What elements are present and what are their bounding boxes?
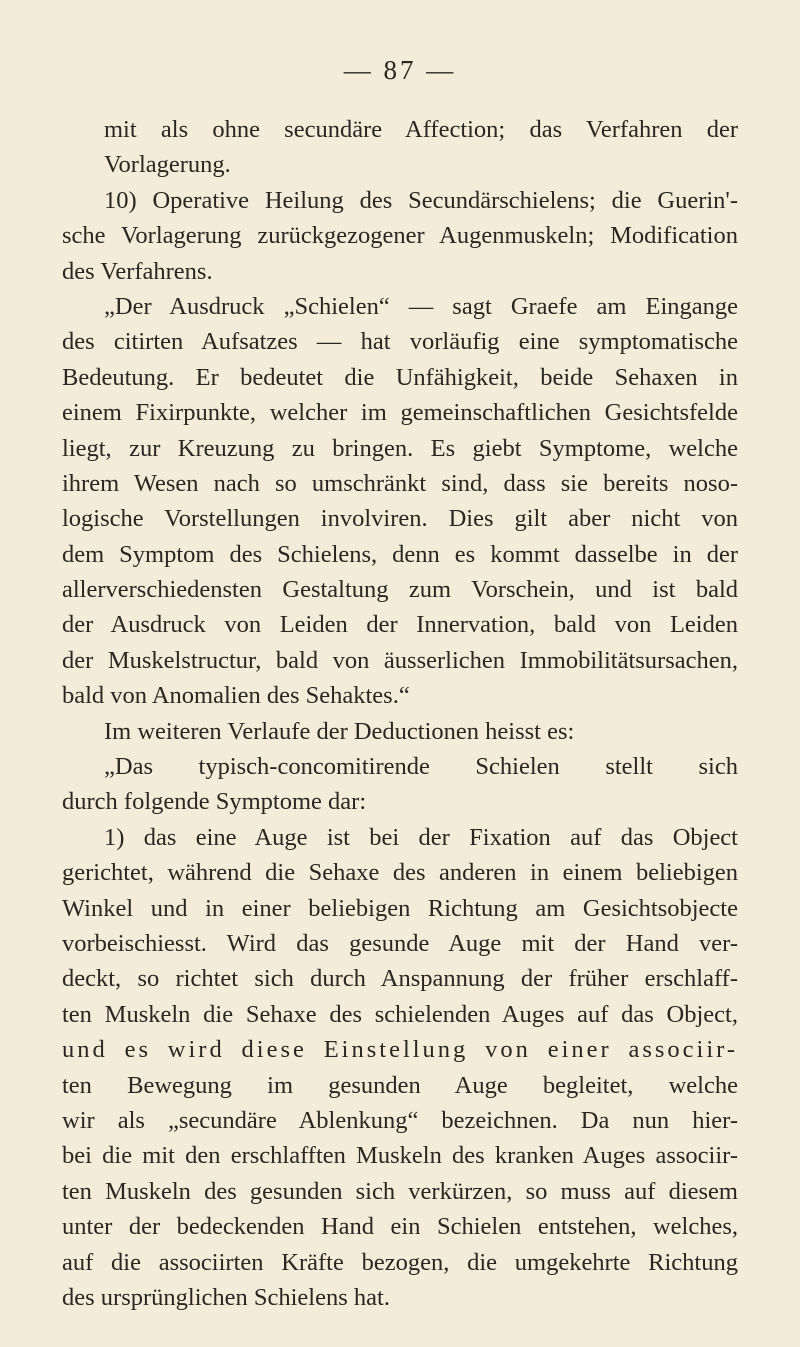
text-line: vorbeischiesst. Wird das gesunde Auge mit der Hand ver- xyxy=(62,929,738,957)
text-line: „Der Ausdruck „Schielen“ — sagt Graefe am Eingange xyxy=(104,292,738,320)
text-line: wir als „secundäre Ablenkung“ bezeichnen. Da nun hier- xyxy=(62,1106,738,1134)
text-line: dem Symptom des Schielens, denn es kommt dasselbe in der xyxy=(62,540,738,568)
text-line: des citirten Aufsatzes — hat vorläufig eine symptomatische xyxy=(62,328,738,356)
text-line: logische Vorstellungen involviren. Dies gilt aber nicht von xyxy=(62,505,738,533)
text-line: 10) Operative Heilung des Secundärschielens; die Guerin'- xyxy=(104,186,738,214)
text-line: und es wird diese Einstellung von einer associir- xyxy=(62,1036,738,1064)
text-line: gerichtet, während die Sehaxe des anderen in einem beliebigen xyxy=(62,859,738,887)
text-line: ihrem Wesen nach so umschränkt sind, dass sie bereits noso- xyxy=(62,469,738,497)
text-line: einem Fixirpunkte, welcher im gemeinschaftlichen Gesichtsfelde xyxy=(62,399,738,427)
text-line: Vorlagerung. xyxy=(104,151,231,179)
text-line: 1) das eine Auge ist bei der Fixation auf das Object xyxy=(104,823,738,851)
text-line: sche Vorlagerung zurückgezogener Augenmuskeln; Modification xyxy=(62,222,738,250)
text-line: der Ausdruck von Leiden der Innervation, bald von Leiden xyxy=(62,611,738,639)
text-line: Winkel und in einer beliebigen Richtung am Gesichtsobjecte xyxy=(62,894,738,922)
text-line: bei die mit den erschlafften Muskeln des kranken Auges associir- xyxy=(62,1142,738,1170)
text-line: ten Bewegung im gesunden Auge begleitet, welche xyxy=(62,1071,738,1099)
text-line: Im weiteren Verlaufe der Deductionen heisst es: xyxy=(104,717,575,745)
text-line: „Das typisch-concomitirende Schielen stellt sich xyxy=(104,753,738,781)
text-line: allerverschiedensten Gestaltung zum Vorschein, und ist bald xyxy=(62,576,738,604)
text-line: liegt, zur Kreuzung zu bringen. Es giebt Symptome, welche xyxy=(62,434,738,462)
text-line: deckt, so richtet sich durch Anspannung der früher erschlaff- xyxy=(62,965,738,993)
text-line: bald von Anomalien des Sehaktes.“ xyxy=(62,682,410,710)
text-line: mit als ohne secundäre Affection; das Verfahren der xyxy=(104,116,738,143)
text-line: ten Muskeln die Sehaxe des schielenden Auges auf das Object, xyxy=(62,1000,738,1028)
text-line: des ursprünglichen Schielens hat. xyxy=(62,1283,390,1311)
text-line: der Muskelstructur, bald von äusserlichen Immobilitätsursachen, xyxy=(62,646,738,674)
text-line: auf die associirten Kräfte bezogen, die umgekehrte Richtung xyxy=(62,1248,738,1276)
text-line: durch folgende Symptome dar: xyxy=(62,788,367,816)
body-text xyxy=(62,112,738,1315)
text-line: Bedeutung. Er bedeutet die Unfähigkeit, beide Sehaxen in xyxy=(62,363,738,391)
page-number: — 87 — xyxy=(343,55,457,85)
text-line: des Verfahrens. xyxy=(62,257,213,285)
text-line: ten Muskeln des gesunden sich verkürzen, so muss auf diesem xyxy=(62,1177,738,1205)
text-line: unter der bedeckenden Hand ein Schielen entstehen, welches, xyxy=(62,1213,738,1241)
